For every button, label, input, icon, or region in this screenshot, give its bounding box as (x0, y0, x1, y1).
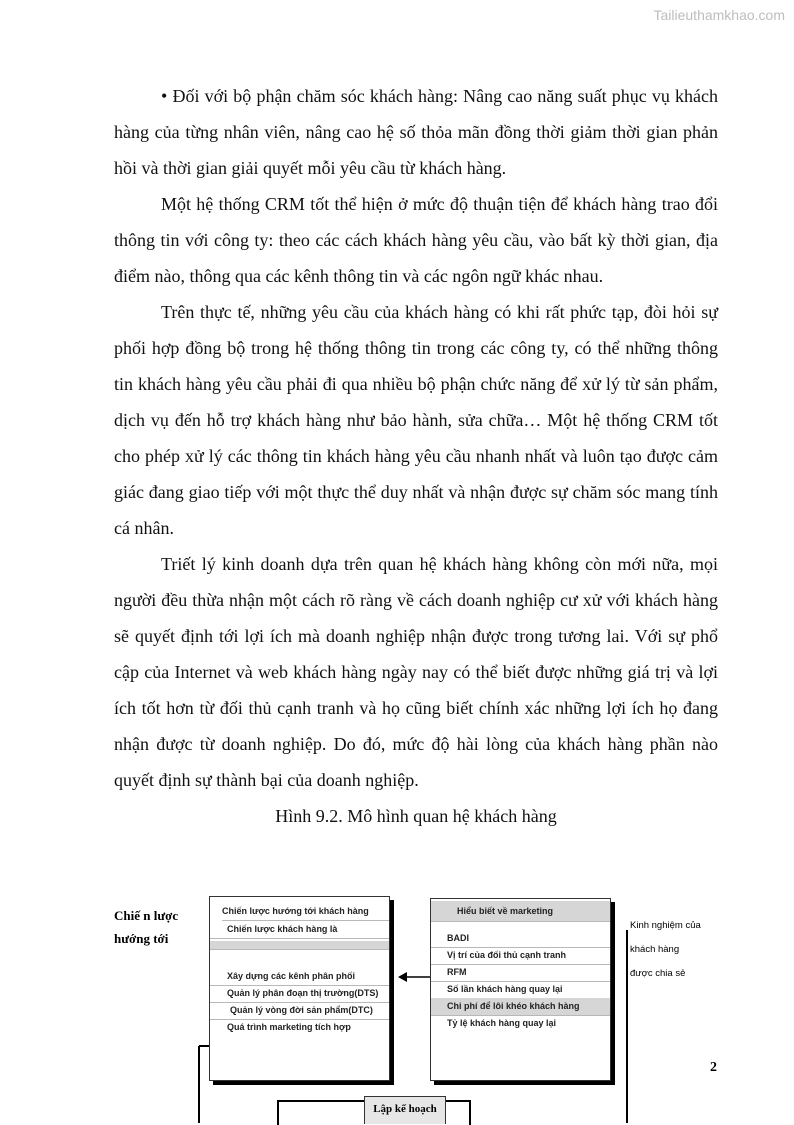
experience-label (630, 914, 701, 986)
paragraph-customer-care: • Đối với bộ phận chăm sóc khách hàng: Nâng cao năng suất phục vụ khách hàng của từng nhân viên, nâng cao hệ số thỏa mãn đồng thời giảm thời gian phản hồi và thời gian giải quyết mỗi yêu cầu từ khách hàng. (114, 86, 718, 178)
marketing-box (430, 898, 611, 1081)
marketing-item: BADI (431, 930, 610, 948)
experience-label-line2: khách hàng (630, 944, 680, 955)
watermark: Tailieuthamkhao.com (653, 7, 785, 23)
marketing-item: Số lần khách hàng quay lại (431, 981, 610, 999)
strategy-item: Xây dựng các kênh phân phối (210, 968, 389, 986)
arrow-head (398, 972, 407, 982)
left-label (114, 904, 178, 950)
strategy-item-hidden (210, 941, 389, 950)
strategy-item: Quản lý vòng đời sản phẩm(DTC) (210, 1002, 389, 1020)
figure-caption: Hình 9.2. Mô hình quan hệ khách hàng (275, 806, 557, 826)
planning-label: Lập kế hoạch (364, 1096, 446, 1124)
strategy-item: Quản lý phân đoạn thị trường(DTS) (210, 985, 389, 1003)
marketing-item: Hiểu biết về marketing (431, 901, 610, 922)
marketing-item: Tỷ lệ khách hàng quay lại (447, 1018, 557, 1028)
strategy-item-hidden (210, 1054, 389, 1060)
experience-label-line1: Kinh nghiệm của (630, 920, 701, 931)
marketing-item: Chi phí để lôi khéo khách hàng (431, 998, 610, 1016)
strategy-item: Chiến lược khách hàng là (210, 921, 389, 939)
strategy-item: Quá trình marketing tích hợp (227, 1022, 351, 1032)
strategy-item: Chiến lược hướng tới khách hàng (222, 903, 389, 921)
paragraph-philosophy: Triết lý kinh doanh dựa trên quan hệ khách hàng không còn mới nữa, mọi người đều thừa nhận một cách rõ ràng về cách doanh nghiệp cư xử với khách hàng sẽ quyết định tới lợi ích mà doanh nghiệp nhận được trong tương lai. Với sự phổ cập của Internet và web khách hàng ngày nay có thể biết được những giá trị và lợi ích tốt hơn từ đối thủ cạnh tranh và họ cũng biết chính xác những lợi ích họ đang nhận được từ doanh nghiệp. Do đó, mức độ hài lòng của khách hàng phần nào quyết định sự thành bại của doanh nghiệp. (114, 554, 718, 790)
left-label-line1: Chiế n lược (114, 908, 179, 923)
left-label-line2: hướng tới (114, 931, 169, 946)
page-number: 2 (710, 1060, 717, 1075)
marketing-item: Vị trí của đối thủ cạnh tranh (431, 947, 610, 965)
paragraph-complex-requests: Trên thực tế, những yêu cầu của khách hàng có khi rất phức tạp, đòi hỏi sự phối hợp đồng bộ trong hệ thống thông tin trong các công ty, có thể những thông tin khách hàng yêu cầu phải đi qua nhiều bộ phận chức năng để xử lý từ sản phẩm, dịch vụ đến hỗ trợ khách hàng như bảo hành, sửa chữa… Một hệ thống CRM tốt cho phép xử lý các thông tin khách hàng yêu cầu nhanh nhất và luôn tạo được cảm giác đang giao tiếp với một thực thể duy nhất và nhận được sự chăm sóc mang tính cá nhân. (114, 302, 718, 538)
marketing-item: RFM (431, 964, 610, 982)
paragraph-crm-convenience: Một hệ thống CRM tốt thể hiện ở mức độ thuận tiện để khách hàng trao đổi thông tin với công ty: theo các cách khách hàng yêu cầu, vào bất kỳ thời gian, địa điểm nào, thông qua các kênh thông tin và các ngôn ngữ khác nhau. (114, 194, 718, 286)
strategy-box (209, 896, 390, 1081)
experience-label-line3: được chia sẻ (630, 968, 686, 979)
